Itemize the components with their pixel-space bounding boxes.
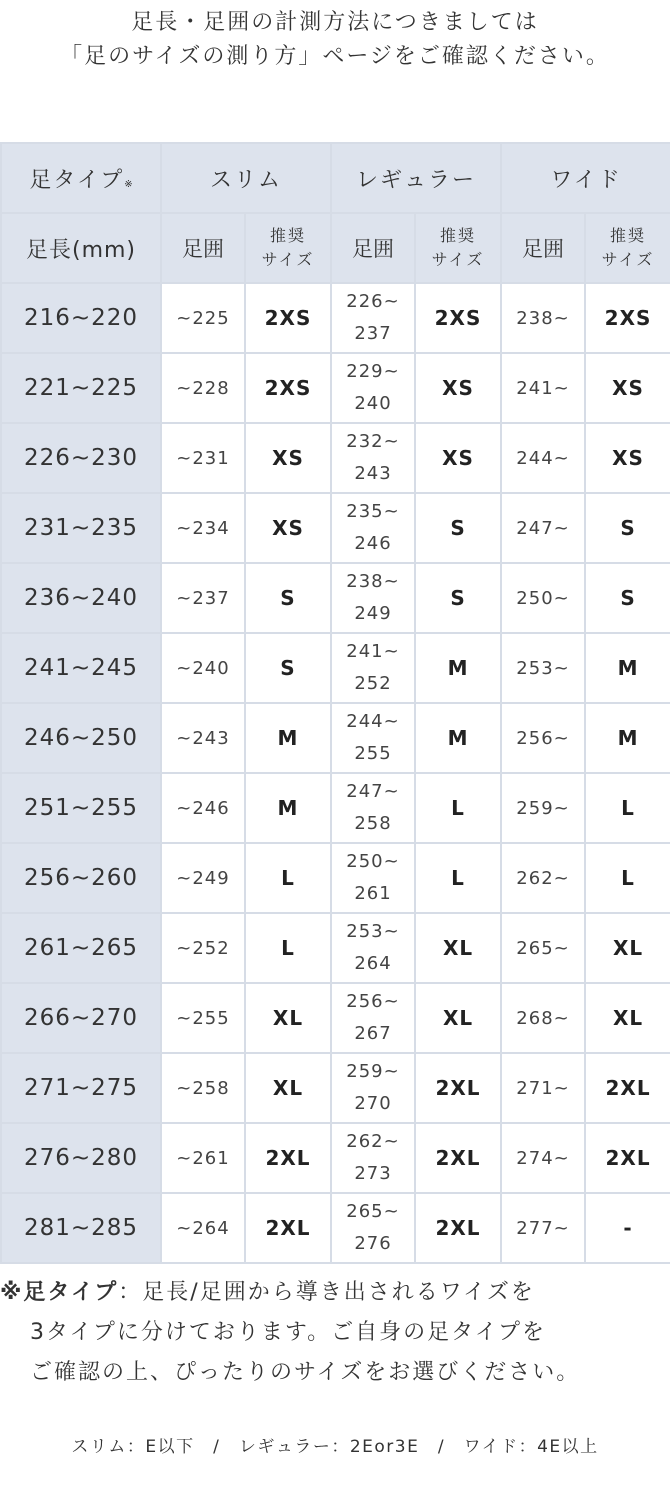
intro-line-2: 「足のサイズの測り方」ページをご確認ください。: [60, 44, 610, 69]
regular-girth-from: 238~: [346, 571, 400, 592]
intro-line-1: 足長・足囲の計測方法につきましては: [131, 10, 539, 35]
regular-girth-to: 258: [354, 813, 392, 834]
regular-girth-from: 235~: [346, 501, 400, 522]
wide-size-cell: XS: [585, 353, 670, 423]
header-slim-girth: 足囲: [161, 213, 245, 283]
foot-length-cell: 241~245: [1, 633, 161, 703]
slim-girth-cell: ~225: [161, 283, 245, 353]
regular-girth-to: 240: [354, 393, 392, 414]
slim-size-cell: M: [245, 773, 331, 843]
wide-size-cell: XL: [585, 983, 670, 1053]
foot-length-cell: 271~275: [1, 1053, 161, 1123]
slim-girth-cell: ~261: [161, 1123, 245, 1193]
slim-size-cell: 2XS: [245, 353, 331, 423]
regular-size-cell: M: [415, 703, 501, 773]
slim-girth-cell: ~252: [161, 913, 245, 983]
size-chart-table: [0, 142, 670, 1264]
regular-girth-cell: [331, 493, 415, 563]
regular-girth-to: 276: [354, 1233, 392, 1254]
regular-girth-cell: [331, 983, 415, 1053]
wide-size-cell: M: [585, 633, 670, 703]
intro-text: [0, 6, 670, 74]
wide-girth-cell: 256~: [501, 703, 585, 773]
regular-girth-from: 226~: [346, 291, 400, 312]
wide-size-cell: XL: [585, 913, 670, 983]
wide-girth-cell: 253~: [501, 633, 585, 703]
header-slim-recommended: 推奨 サイズ: [245, 213, 331, 283]
regular-girth-from: 250~: [346, 851, 400, 872]
foot-length-cell: 236~240: [1, 563, 161, 633]
foot-length-cell: 261~265: [1, 913, 161, 983]
foot-length-cell: 251~255: [1, 773, 161, 843]
slim-girth-cell: ~249: [161, 843, 245, 913]
regular-girth-cell: [331, 563, 415, 633]
wide-girth-cell: 247~: [501, 493, 585, 563]
regular-girth-cell: [331, 283, 415, 353]
regular-girth-from: 253~: [346, 921, 400, 942]
header-foot-length: 足長(mm): [1, 213, 161, 283]
regular-girth-cell: [331, 633, 415, 703]
slim-girth-cell: ~255: [161, 983, 245, 1053]
wide-girth-cell: 244~: [501, 423, 585, 493]
table-row: [1, 913, 670, 983]
slim-girth-cell: ~258: [161, 1053, 245, 1123]
foot-length-cell: 216~220: [1, 283, 161, 353]
regular-girth-cell: [331, 1123, 415, 1193]
slim-girth-cell: ~243: [161, 703, 245, 773]
regular-girth-from: 229~: [346, 361, 400, 382]
regular-size-cell: L: [415, 773, 501, 843]
regular-girth-to: 270: [354, 1093, 392, 1114]
table-row: [1, 563, 670, 633]
header-row-columns: [1, 213, 670, 283]
slim-girth-cell: ~228: [161, 353, 245, 423]
regular-girth-from: 256~: [346, 991, 400, 1012]
wide-size-cell: 2XL: [585, 1123, 670, 1193]
header-wide: ワイド: [501, 143, 670, 213]
table-row: [1, 283, 670, 353]
foot-length-cell: 226~230: [1, 423, 161, 493]
header-wide-recommended: 推奨 サイズ: [585, 213, 670, 283]
wide-girth-cell: 259~: [501, 773, 585, 843]
regular-girth-to: 264: [354, 953, 392, 974]
header-regular-girth: 足囲: [331, 213, 415, 283]
table-row: [1, 843, 670, 913]
slim-size-cell: XS: [245, 423, 331, 493]
slim-size-cell: 2XS: [245, 283, 331, 353]
regular-size-cell: 2XL: [415, 1193, 501, 1263]
slim-size-cell: 2XL: [245, 1123, 331, 1193]
wide-size-cell: 2XS: [585, 283, 670, 353]
wide-girth-cell: 238~: [501, 283, 585, 353]
slim-size-cell: L: [245, 843, 331, 913]
foot-length-cell: 256~260: [1, 843, 161, 913]
foot-length-cell: 231~235: [1, 493, 161, 563]
regular-girth-cell: [331, 843, 415, 913]
table-row: [1, 353, 670, 423]
regular-girth-to: 273: [354, 1163, 392, 1184]
wide-size-cell: 2XL: [585, 1053, 670, 1123]
header-slim: スリム: [161, 143, 331, 213]
slim-girth-cell: ~264: [161, 1193, 245, 1263]
foot-length-cell: 221~225: [1, 353, 161, 423]
foot-type-note: [0, 1273, 670, 1393]
regular-girth-to: 243: [354, 463, 392, 484]
regular-girth-cell: [331, 703, 415, 773]
wide-girth-cell: 262~: [501, 843, 585, 913]
slim-girth-cell: ~231: [161, 423, 245, 493]
header-row-types: [1, 143, 670, 213]
regular-size-cell: XS: [415, 353, 501, 423]
table-row: [1, 703, 670, 773]
regular-size-cell: 2XL: [415, 1053, 501, 1123]
note-mark: ※: [0, 1280, 24, 1305]
regular-girth-from: 265~: [346, 1201, 400, 1222]
slim-size-cell: 2XL: [245, 1193, 331, 1263]
wide-size-cell: -: [585, 1193, 670, 1263]
foot-length-cell: 266~270: [1, 983, 161, 1053]
table-row: [1, 423, 670, 493]
note-line-1: ：足長/足囲から導き出されるワイズを: [118, 1280, 535, 1305]
regular-girth-from: 262~: [346, 1131, 400, 1152]
regular-size-cell: S: [415, 493, 501, 563]
regular-size-cell: 2XL: [415, 1123, 501, 1193]
table-row: [1, 1123, 670, 1193]
regular-girth-from: 247~: [346, 781, 400, 802]
wide-girth-cell: 277~: [501, 1193, 585, 1263]
wide-girth-cell: 274~: [501, 1123, 585, 1193]
table-row: [1, 633, 670, 703]
regular-size-cell: S: [415, 563, 501, 633]
wide-girth-cell: 265~: [501, 913, 585, 983]
regular-girth-cell: [331, 913, 415, 983]
slim-girth-cell: ~237: [161, 563, 245, 633]
table-row: [1, 983, 670, 1053]
slim-girth-cell: ~234: [161, 493, 245, 563]
table-row: [1, 493, 670, 563]
regular-girth-cell: [331, 1053, 415, 1123]
regular-girth-to: 237: [354, 323, 392, 344]
wide-girth-cell: 241~: [501, 353, 585, 423]
regular-size-cell: 2XS: [415, 283, 501, 353]
foot-length-cell: 246~250: [1, 703, 161, 773]
regular-girth-from: 232~: [346, 431, 400, 452]
header-foot-type: 足タイプ※: [1, 143, 161, 213]
regular-girth-from: 259~: [346, 1061, 400, 1082]
wide-size-cell: L: [585, 773, 670, 843]
regular-girth-cell: [331, 423, 415, 493]
slim-girth-cell: ~240: [161, 633, 245, 703]
wide-girth-cell: 268~: [501, 983, 585, 1053]
foot-length-cell: 276~280: [1, 1123, 161, 1193]
header-regular: レギュラー: [331, 143, 501, 213]
note-line-2: 3タイプに分けております。ご自身の足タイプを: [30, 1320, 547, 1345]
regular-size-cell: XL: [415, 983, 501, 1053]
slim-size-cell: XS: [245, 493, 331, 563]
note-line-3: ご確認の上、ぴったりのサイズをお選びください。: [30, 1360, 581, 1385]
note-term: 足タイプ: [23, 1280, 119, 1305]
regular-size-cell: XS: [415, 423, 501, 493]
foot-length-cell: 281~285: [1, 1193, 161, 1263]
slim-size-cell: S: [245, 563, 331, 633]
slim-size-cell: XL: [245, 983, 331, 1053]
slim-size-cell: S: [245, 633, 331, 703]
regular-girth-to: 261: [354, 883, 392, 904]
wide-size-cell: M: [585, 703, 670, 773]
regular-girth-from: 244~: [346, 711, 400, 732]
size-rows: [1, 283, 670, 1263]
header-regular-recommended: 推奨 サイズ: [415, 213, 501, 283]
regular-girth-cell: [331, 773, 415, 843]
regular-girth-from: 241~: [346, 641, 400, 662]
table-row: [1, 773, 670, 843]
slim-girth-cell: ~246: [161, 773, 245, 843]
slim-size-cell: L: [245, 913, 331, 983]
wide-size-cell: S: [585, 563, 670, 633]
regular-girth-cell: [331, 1193, 415, 1263]
wide-size-cell: XS: [585, 423, 670, 493]
wide-size-cell: L: [585, 843, 670, 913]
regular-size-cell: XL: [415, 913, 501, 983]
slim-size-cell: XL: [245, 1053, 331, 1123]
wide-girth-cell: 271~: [501, 1053, 585, 1123]
header-wide-girth: 足囲: [501, 213, 585, 283]
regular-size-cell: M: [415, 633, 501, 703]
regular-girth-to: 246: [354, 533, 392, 554]
wide-girth-cell: 250~: [501, 563, 585, 633]
regular-girth-to: 249: [354, 603, 392, 624]
regular-girth-to: 255: [354, 743, 392, 764]
wide-size-cell: S: [585, 493, 670, 563]
table-row: [1, 1193, 670, 1263]
regular-girth-to: 267: [354, 1023, 392, 1044]
regular-size-cell: L: [415, 843, 501, 913]
regular-girth-cell: [331, 353, 415, 423]
slim-size-cell: M: [245, 703, 331, 773]
width-legend: スリム：E以下 / レギュラー：2Eor3E / ワイド：4E以上: [71, 1437, 599, 1457]
regular-girth-to: 252: [354, 673, 392, 694]
table-row: [1, 1053, 670, 1123]
